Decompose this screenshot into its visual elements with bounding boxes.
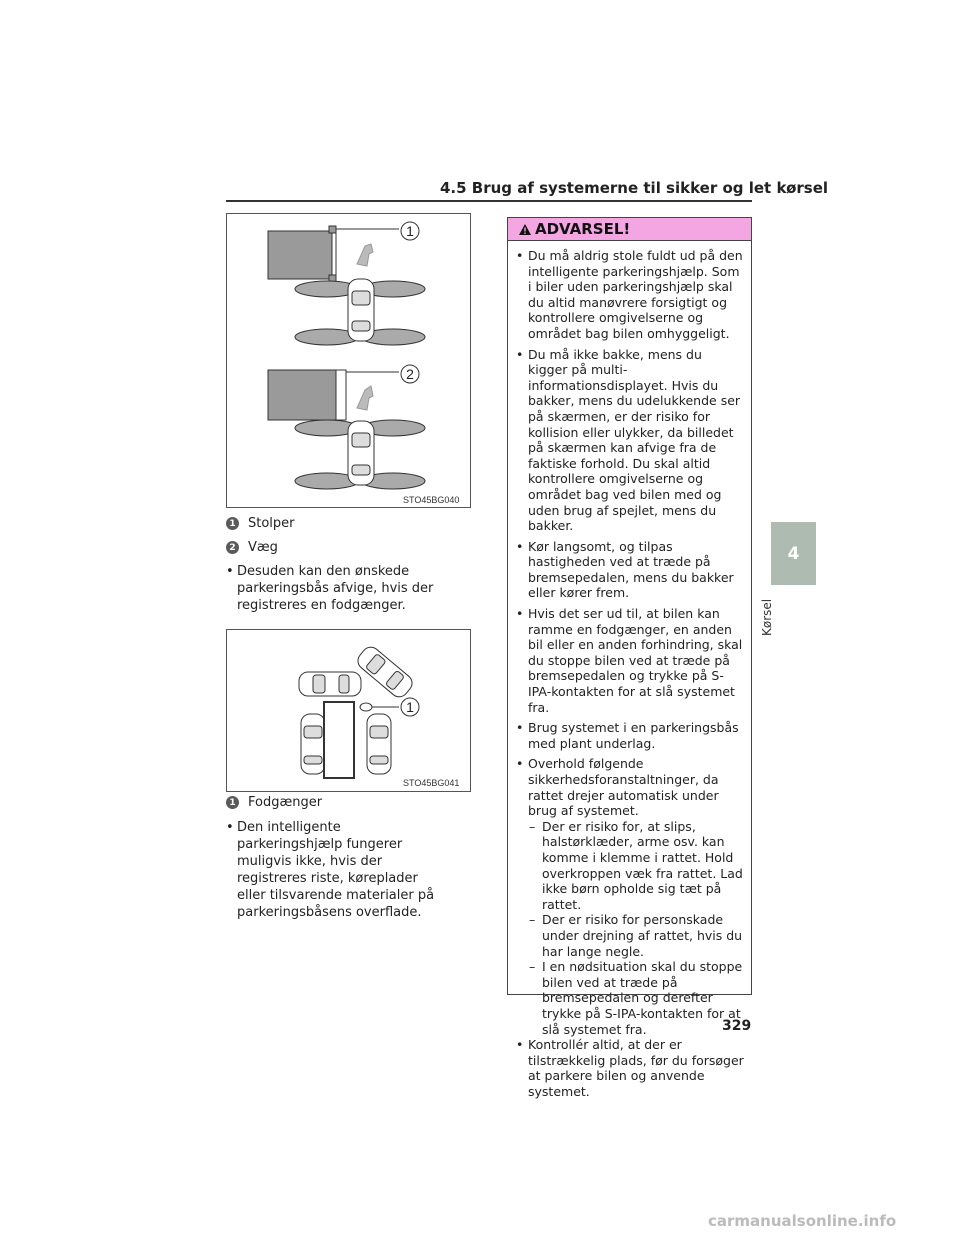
parking-diagram: [227, 214, 470, 507]
caption-number: 2: [226, 541, 239, 554]
warning-item: • Brug systemet i en parkeringsbås med plant underlag.: [516, 720, 739, 751]
header-rule: [226, 200, 752, 202]
figure-code: STO45BG040: [403, 495, 460, 505]
chapter-side-label: Kørsel: [760, 598, 774, 636]
caption-text: Stolper: [248, 516, 295, 531]
bullet-pedestrian-note: • Desuden kan den ønskede parkeringsbås afvige, hvis der registreres en fodgænger.: [226, 564, 434, 613]
pedestrian-diagram: [227, 630, 470, 791]
warning-title: ADVARSEL!: [535, 220, 631, 238]
warning-item: • Du må ikke bakke, mens du kigger på multi-informationsdisplayet. Hvis du bakker, mens du udelukkende ser på skærmen, er der risiko for kollision eller ulykker, da billedet på skærmen kan afvige fra de faktiske forhold. Du skal altid kontrollere omgivelserne og området bag ved bilen med og uden brug af spejlet, mens du bakker.: [516, 346, 741, 534]
warning-item: • Overhold følgende sikkerhedsforanstaltninger, da rattet drejer automatisk under brug af systemet.: [516, 756, 719, 819]
section-header: 4.5 Brug af systemerne til sikker og let kørsel: [440, 179, 829, 197]
warning-item: • Kontrollér altid, at der er tilstrækkelig plads, før du forsøger at parkere bilen og anvende systemet.: [516, 1037, 744, 1099]
caption-number: 1: [226, 517, 239, 530]
warning-subitem: – Der er risiko for personskade under drejning af rattet, hvis du har lange negle.: [529, 912, 743, 959]
figure-pedestrian: [226, 629, 471, 792]
page-number: 329: [722, 1018, 752, 1034]
caption-text: Fodgænger: [248, 795, 323, 810]
warning-subitem: – Der er risiko for, at slips, halstørklæder, arme osv. kan komme i klemme i rattet. Hold overkroppen væk fra rattet. Lad ikke børn opholde sig tæt på rattet.: [529, 818, 743, 912]
caption-pedestrian: [226, 795, 322, 810]
caption-posts: [226, 516, 295, 531]
marker-1: 1: [406, 699, 414, 715]
caption-number: 1: [226, 796, 239, 809]
warning-icon: [518, 223, 532, 236]
watermark: carmanualsonline.info: [708, 1212, 897, 1230]
warning-item: • Hvis det ser ud til, at bilen kan ramme en fodgænger, en anden bil eller en anden forhindring, skal du stoppe bilen ved at træde på bremsepedalen og trykke på S-IPA-kontakten for at slå systemet fra.: [516, 606, 743, 715]
figure-parking-bays: [226, 213, 471, 508]
bullet-grating-note: • Den intelligente parkeringshjælp fungerer muligvis ikke, hvis der registreres riste, køreplader eller tilsvarende materialer på parkeringsbåsens overflade.: [226, 820, 435, 920]
warning-item: • Kør langsomt, og tilpas hastigheden ved at træde på bremsepedalen, mens du bakker eller kører frem.: [516, 538, 734, 601]
chapter-tab[interactable]: 4: [771, 522, 816, 585]
figure-code: STO45BG041: [403, 778, 460, 788]
warning-item: • Du må aldrig stole fuldt ud på den intelligente parkeringshjælp. Som i biler uden parkeringshjælp skal du altid manøvrere forsigtigt og kontrollere omgivelserne og området bag bilen omhyggeligt.: [516, 248, 743, 341]
marker-2: 2: [406, 366, 414, 382]
warning-body: [508, 241, 751, 1099]
caption-wall: [226, 540, 278, 555]
marker-1: 1: [406, 223, 414, 239]
caption-text: Væg: [248, 540, 278, 555]
warning-header: [508, 218, 751, 241]
warning-subitem: – I en nødsituation skal du stoppe bilen ved at træde på bremsepedalen og derefter trykke på S-IPA-kontakten for at slå systemet fra.: [529, 959, 743, 1037]
